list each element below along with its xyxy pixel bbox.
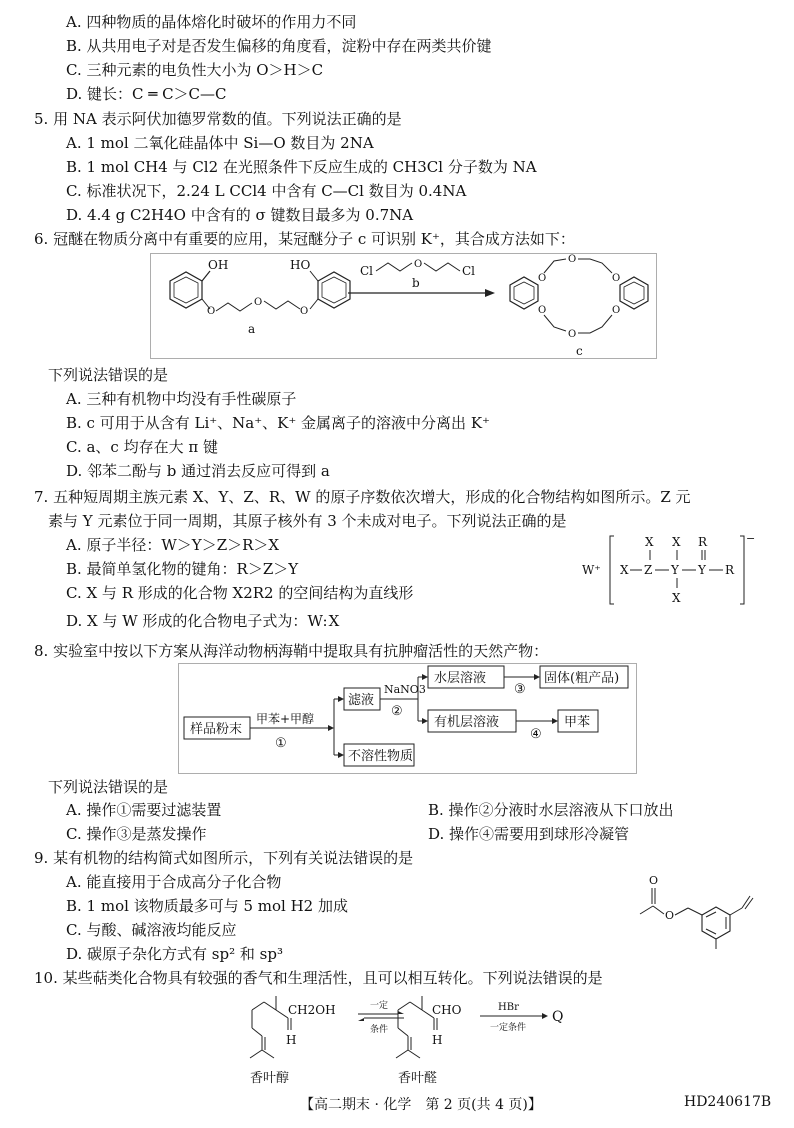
svg-text:O: O <box>538 273 547 284</box>
q6-option-b: B. c 可用于从含有 Li⁺、Na⁺、K⁺ 金属离子的溶液中分离出 K⁺ <box>66 414 490 432</box>
y-atom-2: Y <box>698 563 706 577</box>
z-atom: Z <box>644 563 653 577</box>
w-cation: W⁺ <box>582 563 601 577</box>
ch2oh-label: CH2OH <box>288 1003 336 1017</box>
flow-aqueous: 水层溶液 <box>434 671 487 686</box>
carbonyl-oxygen: O <box>649 874 659 887</box>
flow-solid: 固体(粗产品) <box>544 671 620 686</box>
q8-stem: 8. 实验室中按以下方案从海洋动物柄海鞘中提取具有抗肿瘤活性的天然产物： <box>34 642 549 660</box>
q9-option-a: A. 能直接用于合成高分子化合物 <box>66 873 282 891</box>
flow-step3: ③ <box>514 682 526 697</box>
q4-option-a: A. 四种物质的晶体熔化时破坏的作用力不同 <box>66 13 357 31</box>
label-b: b <box>412 276 420 290</box>
flow-reagent2: NaNO3 <box>384 683 426 696</box>
flow-insoluble: 不溶性物质 <box>348 749 414 764</box>
minus-charge: − <box>746 532 756 545</box>
q7-option-a: A. 原子半径：W＞Y＞Z＞R＞X <box>66 536 280 554</box>
r-atom-2: R <box>725 563 735 577</box>
flow-step1: ① <box>275 736 287 751</box>
footer-code: HD240617B <box>684 1094 772 1110</box>
q7-stem-line2: 素与 Y 元素位于同一周期，其原子核外有 3 个未成对电子。下列说法正确的是 <box>48 512 567 530</box>
q7-structure-figure <box>580 530 760 610</box>
footer-page-info: 【高二期末 · 化学 第 2 页(共 4 页)】 <box>300 1097 542 1113</box>
flow-step2: ② <box>391 704 403 719</box>
q7-option-b: B. 最简单氢化物的键角：R＞Z＞Y <box>66 560 299 578</box>
q8-flowchart <box>178 663 638 775</box>
q5-option-c: C. 标准状况下，2.24 L CCl4 中含有 C—Cl 数目为 0.4NA <box>66 182 467 200</box>
q5-option-b: B. 1 mol CH4 与 Cl2 在光照条件下反应生成的 CH3Cl 分子数为 NA <box>66 158 537 176</box>
x-atom-2: X <box>645 535 654 549</box>
q6-option-a: A. 三种有机物中均没有手性碳原子 <box>66 390 297 408</box>
q9-option-c: C. 与酸、碱溶液均能反应 <box>66 921 237 939</box>
label-a: a <box>248 322 256 336</box>
r-atom-1: R <box>698 535 708 549</box>
q6-option-c: C. a、c 均存在大 π 键 <box>66 438 218 456</box>
svg-text:O: O <box>568 329 577 340</box>
q10-reaction-figure <box>236 990 576 1088</box>
q4-option-d: D. 键长：C ═ C＞C—C <box>66 85 227 103</box>
q9-option-b: B. 1 mol 该物质最多可与 5 mol H2 加成 <box>66 897 348 915</box>
q9-structure-figure <box>636 872 776 952</box>
cl-right-label: Cl <box>462 264 476 278</box>
q8-option-b: B. 操作②分液时水层溶液从下口放出 <box>428 801 674 819</box>
svg-text:O: O <box>612 273 621 284</box>
oh-label: OH <box>208 258 229 272</box>
q8-prompt: 下列说法错误的是 <box>48 778 169 796</box>
cl-left-label: Cl <box>360 264 374 278</box>
q7-option-d <box>66 611 340 631</box>
cond-top: 一定 <box>370 1001 389 1011</box>
x-atom-4: X <box>672 591 681 605</box>
label-c: c <box>576 344 583 358</box>
cond-bottom: 条件 <box>370 1025 389 1035</box>
q6-option-d: D. 邻苯二酚与 b 通过消去反应可得到 a <box>66 462 330 480</box>
q9-stem: 9. 某有机物的结构简式如图所示，下列有关说法错误的是 <box>34 849 414 867</box>
cho-label: CHO <box>432 1003 462 1017</box>
product-q: Q <box>552 1009 564 1025</box>
q8-option-c: C. 操作③是蒸发操作 <box>66 825 207 843</box>
svg-text:O: O <box>254 297 263 308</box>
h-label-2: H <box>432 1033 443 1047</box>
x-atom-3: X <box>672 535 681 549</box>
flow-filtrate: 滤液 <box>348 693 375 708</box>
h-label-1: H <box>286 1033 297 1047</box>
svg-text:O: O <box>568 254 577 265</box>
ho-label: HO <box>290 258 311 272</box>
q9-option-d: D. 碳原子杂化方式有 sp² 和 sp³ <box>66 945 283 963</box>
hbr-label: HBr <box>498 1002 519 1013</box>
q7-electron-formula: W:X <box>307 612 341 630</box>
q7-option-c: C. X 与 R 形成的化合物 X2R2 的空间结构为直线形 <box>66 584 414 602</box>
q8-option-a: A. 操作①需要过滤装置 <box>66 801 222 819</box>
q8-option-d: D. 操作④需要用到球形冷凝管 <box>428 825 630 843</box>
flow-start: 样品粉末 <box>190 722 243 737</box>
x-atom-1: X <box>620 563 629 577</box>
y-atom-1: Y <box>671 563 679 577</box>
geraniol-name: 香叶醇 <box>250 1071 290 1086</box>
hbr-condition: 一定条件 <box>490 1023 527 1033</box>
svg-text:O: O <box>414 259 423 270</box>
q7-stem-line1: 7. 五种短周期主族元素 X、Y、Z、R、W 的原子序数依次增大，形成的化合物结构如图所示。Z 元 <box>34 488 691 506</box>
svg-text:O: O <box>612 305 621 316</box>
flow-step4: ④ <box>530 727 542 742</box>
q4-option-b: B. 从共用电子对是否发生偏移的角度看，淀粉中存在两类共价键 <box>66 37 492 55</box>
ester-oxygen: O <box>665 909 675 922</box>
flow-toluene: 甲苯 <box>564 715 591 730</box>
q7-option-d-text: D. X 与 W 形成的化合物电子式为： <box>66 612 308 630</box>
svg-text:O: O <box>300 306 309 317</box>
q6-stem: 6. 冠醚在物质分离中有重要的应用，某冠醚分子 c 可识别 K⁺，其合成方法如下： <box>34 230 575 248</box>
q5-option-d: D. 4.4 g C2H4O 中含有的 σ 键数目最多为 0.7NA <box>66 206 414 224</box>
crown-ether-synthesis-figure <box>150 253 660 361</box>
flow-reagent1: 甲苯+甲醇 <box>256 712 315 726</box>
geranial-name: 香叶醛 <box>398 1071 438 1086</box>
svg-text:O: O <box>207 306 216 317</box>
flow-organic: 有机层溶液 <box>434 715 500 730</box>
q4-option-c: C. 三种元素的电负性大小为 O＞H＞C <box>66 61 324 79</box>
q5-stem: 5. 用 NA 表示阿伏加德罗常数的值。下列说法正确的是 <box>34 110 402 128</box>
q5-option-a: A. 1 mol 二氧化硅晶体中 Si—O 数目为 2NA <box>66 134 374 152</box>
svg-text:O: O <box>538 305 547 316</box>
q10-stem: 10. 某些萜类化合物具有较强的香气和生理活性，且可以相互转化。下列说法错误的是 <box>34 969 603 987</box>
q6-prompt: 下列说法错误的是 <box>48 366 169 384</box>
